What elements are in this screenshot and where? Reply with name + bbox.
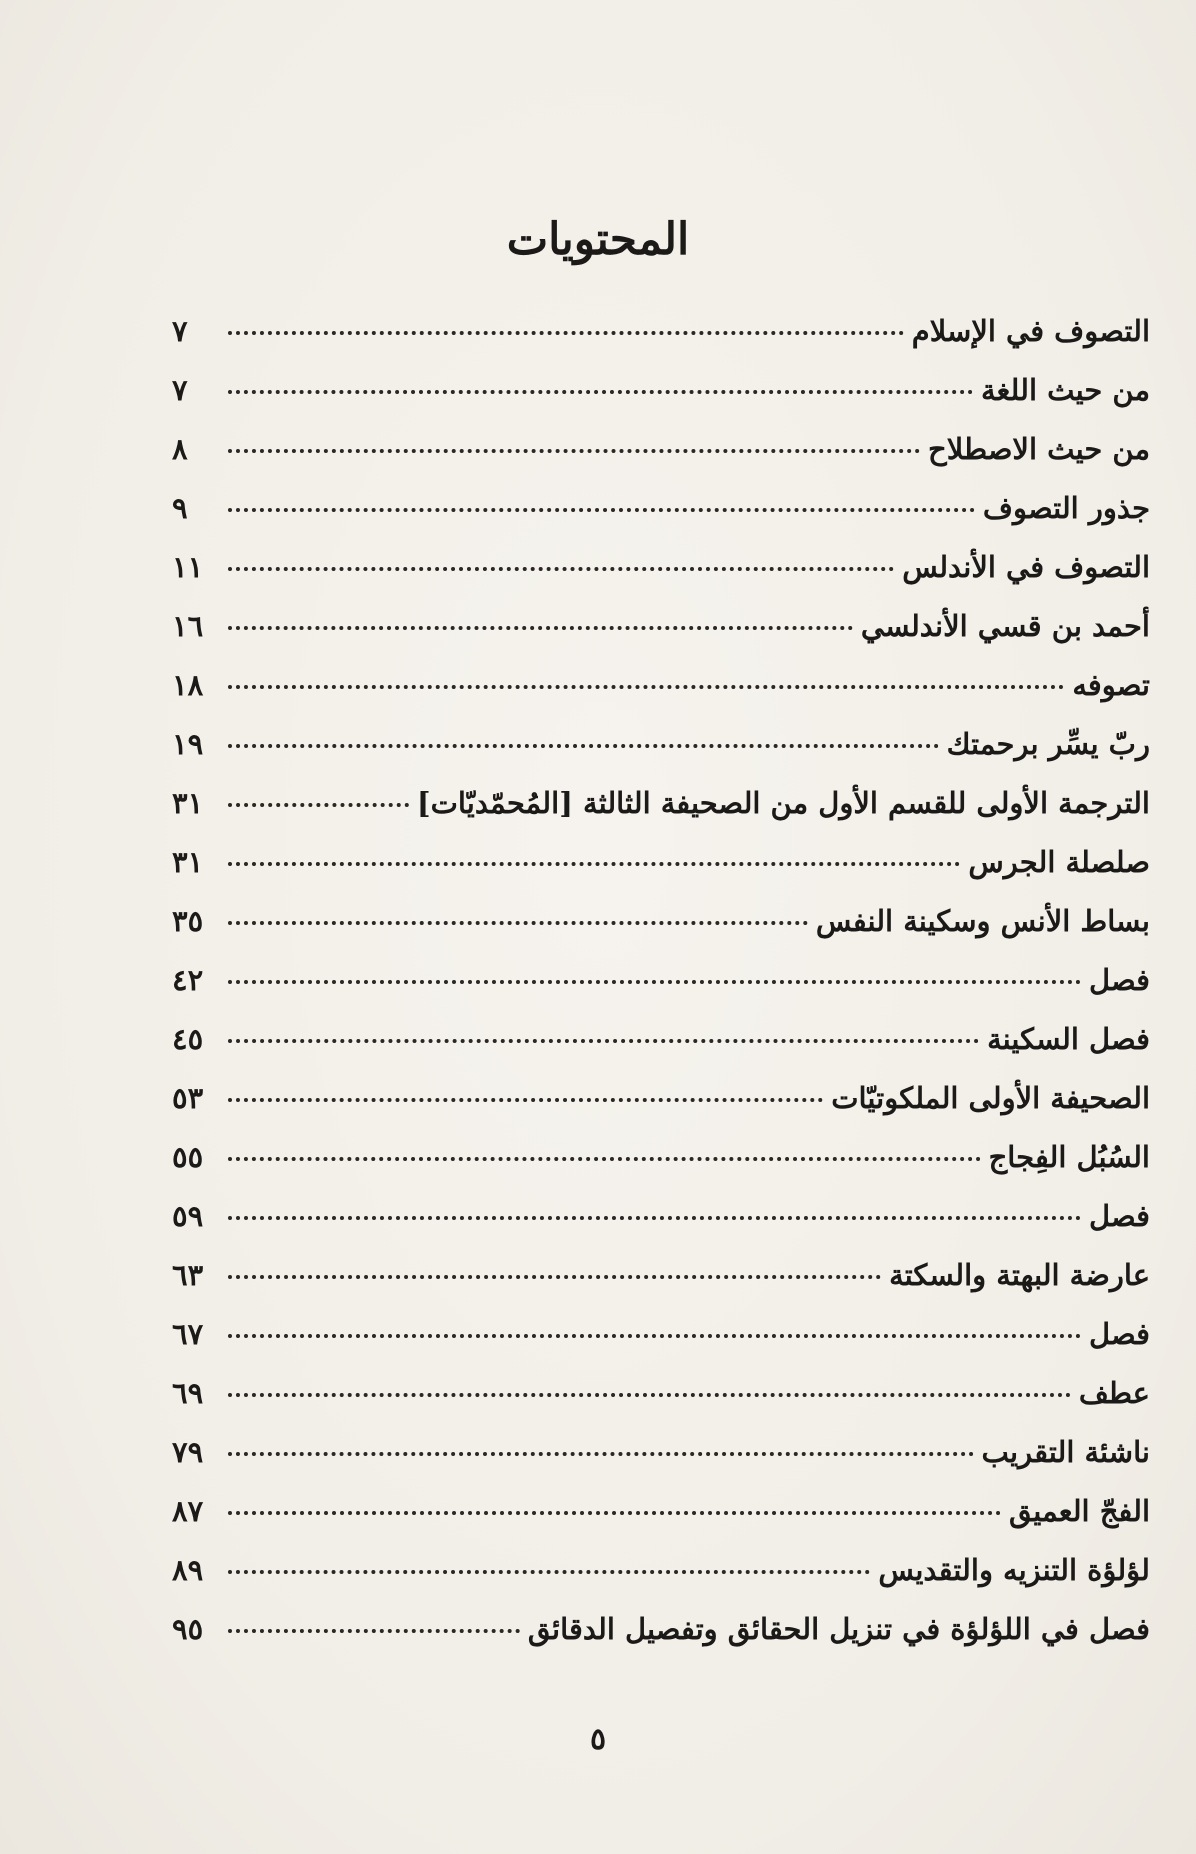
toc-entry xyxy=(172,963,1150,1022)
toc-entry xyxy=(172,373,1150,432)
toc-entry xyxy=(172,609,1150,668)
toc-entry xyxy=(172,904,1150,963)
toc-entry-page: ٨ xyxy=(172,432,188,466)
toc-entry-title: من حيث الاصطلاح xyxy=(928,432,1150,466)
toc-entry-page: ٦٧ xyxy=(172,1317,204,1351)
toc-entry-title: أحمد بن قسي الأندلسي xyxy=(860,609,1150,643)
toc-entry xyxy=(172,1140,1150,1199)
toc-entry-title: الصحيفة الأولى الملكوتيّات xyxy=(831,1081,1150,1115)
toc-entry xyxy=(172,1317,1150,1376)
toc-entry xyxy=(172,1376,1150,1435)
dot-leader xyxy=(228,803,409,807)
dot-leader xyxy=(228,744,939,748)
toc-entry-title: فصل في اللؤلؤة في تنزيل الحقائق وتفصيل الدقائق xyxy=(527,1612,1150,1646)
toc-entry xyxy=(172,1081,1150,1140)
dot-leader xyxy=(228,1511,1001,1515)
toc-entry-page: ١٦ xyxy=(172,609,204,643)
toc-entry-title: عارضة البهتة والسكتة xyxy=(889,1258,1150,1292)
toc-entry-title: صلصلة الجرس xyxy=(968,845,1150,879)
toc-entry xyxy=(172,550,1150,609)
dot-leader xyxy=(228,390,973,394)
dot-leader xyxy=(228,1098,823,1102)
toc-entry xyxy=(172,314,1150,373)
toc-entry-page: ٤٢ xyxy=(172,963,204,997)
toc-entry-page: ١١ xyxy=(172,550,204,584)
toc-entry xyxy=(172,432,1150,491)
dot-leader xyxy=(228,1157,981,1161)
dot-leader xyxy=(228,921,808,925)
dot-leader xyxy=(228,685,1064,689)
dot-leader xyxy=(228,980,1081,984)
toc-entry-page: ٦٩ xyxy=(172,1376,204,1410)
toc-entry xyxy=(172,1494,1150,1553)
dot-leader xyxy=(228,508,975,512)
toc-entry xyxy=(172,1435,1150,1494)
toc-entry xyxy=(172,786,1150,845)
toc-entry xyxy=(172,1612,1150,1671)
toc-entry-page: ٤٥ xyxy=(172,1022,204,1056)
dot-leader xyxy=(228,567,894,571)
toc-entry-page: ٣١ xyxy=(172,786,204,820)
toc-entry-title: جذور التصوف xyxy=(982,491,1150,525)
toc-entry-title: بساط الأنس وسكينة النفس xyxy=(815,904,1150,938)
dot-leader xyxy=(228,449,920,453)
toc-entry-page: ٨٩ xyxy=(172,1553,204,1587)
toc-entry xyxy=(172,491,1150,550)
toc-entry-title: الترجمة الأولى للقسم الأول من الصحيفة الثالثة [المُحمّديّات] xyxy=(416,786,1150,820)
toc-entry-title: فصل السكينة xyxy=(987,1022,1150,1056)
toc-entry-title: تصوفه xyxy=(1072,668,1150,702)
toc-entry-title: فصل xyxy=(1089,1317,1150,1351)
toc-entry-page: ١٨ xyxy=(172,668,204,702)
toc-entry-page: ٧٩ xyxy=(172,1435,204,1469)
toc-entry-title: فصل xyxy=(1089,963,1150,997)
toc-entry-title: من حيث اللغة xyxy=(981,373,1150,407)
dot-leader xyxy=(228,1216,1081,1220)
toc-entry xyxy=(172,668,1150,727)
dot-leader xyxy=(228,862,960,866)
dot-leader xyxy=(228,626,853,630)
dot-leader xyxy=(228,331,904,335)
dot-leader xyxy=(228,1039,979,1043)
toc-entry-page: ٣٥ xyxy=(172,904,204,938)
toc-entry-page: ٩ xyxy=(172,491,188,525)
toc-entry-page: ٥٥ xyxy=(172,1140,204,1174)
toc-entry-page: ٥٣ xyxy=(172,1081,204,1115)
toc-entry xyxy=(172,1258,1150,1317)
toc-entry-page: ٣١ xyxy=(172,845,204,879)
toc-entry xyxy=(172,727,1150,786)
page-number: ٥ xyxy=(589,1722,607,1757)
toc-entry-page: ١٩ xyxy=(172,727,204,761)
toc-entry-page: ٦٣ xyxy=(172,1258,204,1292)
toc-entry-title: الفجّ العميق xyxy=(1009,1494,1150,1528)
toc-entry-page: ٩٥ xyxy=(172,1612,204,1646)
dot-leader xyxy=(228,1629,520,1633)
toc-entry-title: فصل xyxy=(1089,1199,1150,1233)
toc-entry-title: ناشئة التقريب xyxy=(981,1435,1150,1469)
toc-entry-title: التصوف في الإسلام xyxy=(911,314,1150,348)
dot-leader xyxy=(228,1275,881,1279)
toc-entry xyxy=(172,1553,1150,1612)
dot-leader xyxy=(228,1570,870,1574)
toc-entry-page: ٥٩ xyxy=(172,1199,204,1233)
toc-entry xyxy=(172,1022,1150,1081)
page-title: المحتويات xyxy=(506,214,690,265)
toc-entry-title: ربّ يسِّر برحمتك xyxy=(946,727,1150,761)
dot-leader xyxy=(228,1393,1071,1397)
toc-entry-title: التصوف في الأندلس xyxy=(902,550,1150,584)
toc-entry-page: ٧ xyxy=(172,314,188,348)
table-of-contents xyxy=(172,314,1150,1671)
dot-leader xyxy=(228,1452,974,1456)
toc-entry xyxy=(172,1199,1150,1258)
toc-entry-title: عطف xyxy=(1078,1376,1150,1410)
toc-entry-title: السُبُل الفِجاج xyxy=(988,1140,1150,1174)
toc-entry-page: ٧ xyxy=(172,373,188,407)
dot-leader xyxy=(228,1334,1081,1338)
toc-entry-page: ٨٧ xyxy=(172,1494,204,1528)
toc-entry-title: لؤلؤة التنزيه والتقديس xyxy=(878,1553,1150,1587)
toc-entry xyxy=(172,845,1150,904)
